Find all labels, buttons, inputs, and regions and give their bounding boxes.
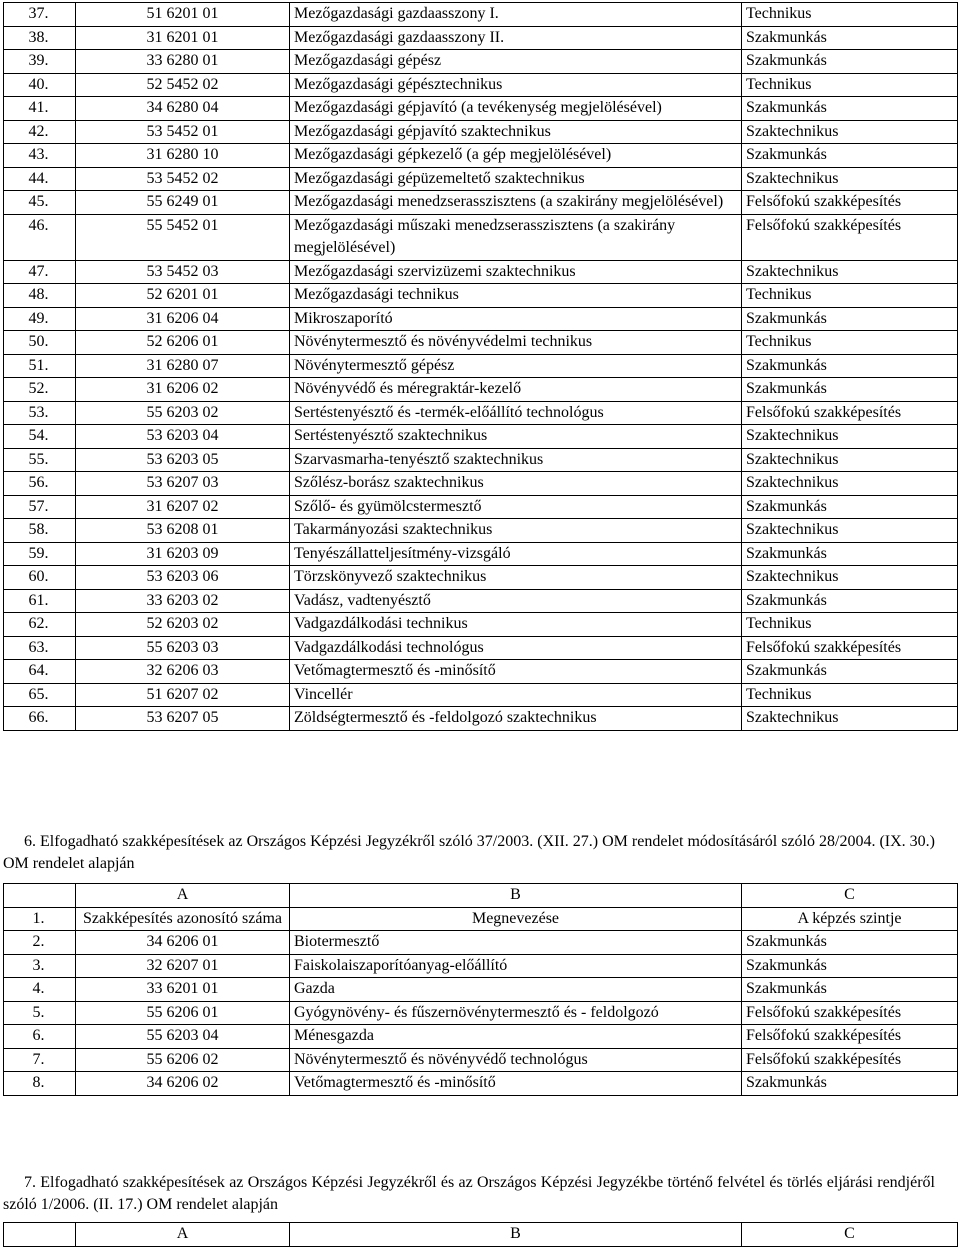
table-row [4,120,958,144]
table-row [4,401,958,425]
table-row [4,425,958,449]
qualification-level: Technikus [742,73,958,97]
qualification-code: 31 6206 04 [76,307,290,331]
qualification-level: Szaktechnikus [742,120,958,144]
qualification-level: Szakmunkás [742,97,958,121]
table-row [4,97,958,121]
qualification-code: 53 6208 01 [76,519,290,543]
row-number: 45. [4,191,76,215]
qualification-name: Növénytermesztő és növényvédő technológus [290,1048,742,1072]
row-number: 3. [4,954,76,978]
qualification-level: Szakmunkás [742,954,958,978]
qualification-level: Szaktechnikus [742,519,958,543]
table-row [4,566,958,590]
qualification-name: Szőlész-borász szaktechnikus [290,472,742,496]
qualification-level: Szaktechnikus [742,167,958,191]
qualification-name: Tenyészállatteljesítmény-vizsgáló [290,542,742,566]
qualification-level: Szaktechnikus [742,425,958,449]
qualification-level: Szakmunkás [742,354,958,378]
qualification-name: Növénytermesztő és növényvédelmi technikus [290,331,742,355]
row-number: 58. [4,519,76,543]
qualification-level: Szakmunkás [742,931,958,955]
row-number: 63. [4,636,76,660]
qualification-level: Technikus [742,683,958,707]
qualification-name: Zöldségtermesztő és -feldolgozó szaktechnikus [290,707,742,731]
qualification-code: 32 6206 03 [76,660,290,684]
qualification-name: Szarvasmarha-tenyésztő szaktechnikus [290,448,742,472]
qualification-code: 53 5452 03 [76,260,290,284]
row-number: 56. [4,472,76,496]
qualification-code: 31 6280 10 [76,144,290,168]
row-number: 66. [4,707,76,731]
qualification-code: 55 6203 03 [76,636,290,660]
qualification-level: Szakmunkás [742,978,958,1002]
table-row [4,144,958,168]
row-number: 50. [4,331,76,355]
qualification-code: 53 5452 02 [76,167,290,191]
row-number: 57. [4,495,76,519]
qualification-level: Szakmunkás [742,660,958,684]
qualification-level: Szaktechnikus [742,472,958,496]
column-letter: B [290,884,742,908]
qualification-name: Szőlő- és gyümölcstermesztő [290,495,742,519]
table-row [4,1048,958,1072]
qualification-code: 34 6206 01 [76,931,290,955]
qualification-name: Ménesgazda [290,1025,742,1049]
header-level: A képzés szintje [742,907,958,931]
row-number: 62. [4,613,76,637]
qualification-code: 32 6207 01 [76,954,290,978]
table-row [4,448,958,472]
section-6-paragraph [3,831,935,875]
qualification-name: Vadgazdálkodási technológus [290,636,742,660]
row-number: 51. [4,354,76,378]
table-row [4,978,958,1002]
qualification-name: Gyógynövény- és fűszernövénytermesztő és - feldolgozó [290,1001,742,1025]
empty-cell [4,884,76,908]
row-number: 39. [4,50,76,74]
qualification-name: Mikroszaporító [290,307,742,331]
qualification-level: Felsőfokú szakképesítés [742,1048,958,1072]
qualification-code: 55 5452 01 [76,214,290,260]
qualification-level: Technikus [742,3,958,27]
column-letter-row [4,1223,958,1247]
column-letter: A [76,1223,290,1247]
row-number: 43. [4,144,76,168]
row-number: 7. [4,1048,76,1072]
qualification-code: 55 6206 01 [76,1001,290,1025]
qualification-level: Felsőfokú szakképesítés [742,1025,958,1049]
header-row [4,907,958,931]
row-number: 64. [4,660,76,684]
table-row [4,1001,958,1025]
qualification-name: Sertéstenyésztő szaktechnikus [290,425,742,449]
qualification-code: 52 6201 01 [76,284,290,308]
qualifications-table-7 [3,1222,958,1247]
section-number: 7. [24,1174,36,1191]
qualification-level: Technikus [742,613,958,637]
qualification-level: Szakmunkás [742,50,958,74]
qualification-name: Vadgazdálkodási technikus [290,613,742,637]
qualification-name: Vetőmagtermesztő és -minősítő [290,1072,742,1096]
table-row [4,542,958,566]
table-row [4,3,958,27]
qualification-code: 53 5452 01 [76,120,290,144]
table-row [4,683,958,707]
qualification-name: Törzskönyvező szaktechnikus [290,566,742,590]
qualification-level: Szakmunkás [742,144,958,168]
table-row [4,73,958,97]
table-row [4,260,958,284]
qualification-level: Szaktechnikus [742,260,958,284]
qualification-name: Vadász, vadtenyésztő [290,589,742,613]
row-number: 5. [4,1001,76,1025]
table-row [4,1025,958,1049]
table-row [4,589,958,613]
qualification-name: Mezőgazdasági technikus [290,284,742,308]
qualification-code: 33 6280 01 [76,50,290,74]
column-letter-row [4,884,958,908]
header-code: Szakképesítés azonosító száma [76,907,290,931]
qualification-name: Mezőgazdasági gazdaasszony II. [290,26,742,50]
row-number: 38. [4,26,76,50]
table-row [4,191,958,215]
qualification-code: 53 6207 05 [76,707,290,731]
table-row [4,495,958,519]
row-number: 59. [4,542,76,566]
qualification-code: 53 6203 06 [76,566,290,590]
qualification-code: 33 6203 02 [76,589,290,613]
qualification-code: 31 6280 07 [76,354,290,378]
qualification-level: Felsőfokú szakképesítés [742,636,958,660]
qualification-name: Takarmányozási szaktechnikus [290,519,742,543]
qualification-name: Mezőgazdasági gépkezelő (a gép megjelölésével) [290,144,742,168]
table-row [4,331,958,355]
qualification-code: 52 6203 02 [76,613,290,637]
section-7-paragraph [3,1172,935,1216]
qualification-code: 31 6206 02 [76,378,290,402]
row-number: 40. [4,73,76,97]
qualification-name: Mezőgazdasági műszaki menedzserasszisztens (a szakirány megjelölésével) [290,214,742,260]
table-row [4,26,958,50]
qualification-level: Szakmunkás [742,495,958,519]
table-row [4,472,958,496]
qualification-level: Szakmunkás [742,1072,958,1096]
qualification-code: 52 6206 01 [76,331,290,355]
table-row [4,660,958,684]
qualification-level: Szakmunkás [742,26,958,50]
qualification-code: 55 6249 01 [76,191,290,215]
qualification-code: 51 6207 02 [76,683,290,707]
table-row [4,284,958,308]
row-number: 52. [4,378,76,402]
header-name: Megnevezése [290,907,742,931]
table-row [4,636,958,660]
table-row [4,707,958,731]
row-number: 46. [4,214,76,260]
qualification-level: Szaktechnikus [742,707,958,731]
row-number: 53. [4,401,76,425]
row-number: 54. [4,425,76,449]
qualification-name: Vetőmagtermesztő és -minősítő [290,660,742,684]
qualifications-table-continued [3,2,958,731]
qualification-code: 53 6203 05 [76,448,290,472]
qualification-name: Mezőgazdasági gazdaasszony I. [290,3,742,27]
row-number: 1. [4,907,76,931]
table-row [4,378,958,402]
column-letter: C [742,884,958,908]
qualification-level: Felsőfokú szakképesítés [742,1001,958,1025]
row-number: 47. [4,260,76,284]
section-number: 6. [24,833,36,850]
qualification-code: 51 6201 01 [76,3,290,27]
qualification-level: Szakmunkás [742,589,958,613]
column-letter: A [76,884,290,908]
qualification-level: Szaktechnikus [742,566,958,590]
qualification-code: 31 6207 02 [76,495,290,519]
row-number: 2. [4,931,76,955]
qualification-name: Faiskolaiszaporítóanyag-előállító [290,954,742,978]
qualification-name: Mezőgazdasági gépésztechnikus [290,73,742,97]
table-row [4,167,958,191]
qualification-code: 55 6203 04 [76,1025,290,1049]
column-letter: B [290,1223,742,1247]
qualification-name: Növényvédő és méregraktár-kezelő [290,378,742,402]
qualification-code: 52 5452 02 [76,73,290,97]
qualification-name: Sertéstenyésztő és -termék-előállító technológus [290,401,742,425]
qualification-name: Vincellér [290,683,742,707]
row-number: 65. [4,683,76,707]
qualification-level: Szakmunkás [742,378,958,402]
qualification-code: 31 6201 01 [76,26,290,50]
empty-cell [4,1223,76,1247]
qualification-name: Mezőgazdasági gépüzemeltető szaktechnikus [290,167,742,191]
qualification-name: Mezőgazdasági gépjavító szaktechnikus [290,120,742,144]
row-number: 48. [4,284,76,308]
table-row [4,307,958,331]
qualification-level: Szakmunkás [742,307,958,331]
row-number: 4. [4,978,76,1002]
qualification-code: 53 6203 04 [76,425,290,449]
qualification-level: Szakmunkás [742,542,958,566]
qualification-name: Mezőgazdasági gépjavító (a tevékenység megjelölésével) [290,97,742,121]
row-number: 60. [4,566,76,590]
table-row [4,1072,958,1096]
qualification-code: 33 6201 01 [76,978,290,1002]
qualification-name: Mezőgazdasági gépész [290,50,742,74]
table-row [4,954,958,978]
qualification-code: 53 6207 03 [76,472,290,496]
qualification-code: 31 6203 09 [76,542,290,566]
section-text: Elfogadható szakképesítések az Országos Képzési Jegyzékről és az Országos Képzési Jegyzékbe történő felvétel és törlés eljárási rendjéről szóló 1/2006. (II. 17.) OM rendelet alapján [3,1174,936,1213]
qualification-name: Mezőgazdasági menedzserasszisztens (a szakirány megjelölésével) [290,191,742,215]
row-number: 61. [4,589,76,613]
table-row [4,931,958,955]
table-row [4,519,958,543]
qualification-code: 34 6280 04 [76,97,290,121]
qualification-level: Felsőfokú szakképesítés [742,401,958,425]
qualification-name: Mezőgazdasági szervizüzemi szaktechnikus [290,260,742,284]
table-row [4,214,958,260]
row-number: 37. [4,3,76,27]
section-text: Elfogadható szakképesítések az Országos Képzési Jegyzékről szóló 37/2003. (XII. 27.) OM rendelet módosításáról szóló 28/2004. (IX. 30.) OM rendelet alapján [3,833,936,872]
table-row [4,354,958,378]
qualification-level: Technikus [742,331,958,355]
qualification-level: Technikus [742,284,958,308]
qualification-code: 34 6206 02 [76,1072,290,1096]
qualification-code: 55 6203 02 [76,401,290,425]
qualification-name: Biotermesztő [290,931,742,955]
qualification-level: Felsőfokú szakképesítés [742,191,958,215]
qualifications-table-6 [3,883,958,1096]
row-number: 8. [4,1072,76,1096]
row-number: 44. [4,167,76,191]
table-row [4,613,958,637]
qualification-name: Gazda [290,978,742,1002]
column-letter: C [742,1223,958,1247]
row-number: 55. [4,448,76,472]
qualification-name: Növénytermesztő gépész [290,354,742,378]
qualification-level: Szaktechnikus [742,448,958,472]
qualification-code: 55 6206 02 [76,1048,290,1072]
table-row [4,50,958,74]
row-number: 49. [4,307,76,331]
row-number: 6. [4,1025,76,1049]
row-number: 42. [4,120,76,144]
row-number: 41. [4,97,76,121]
qualification-level: Felsőfokú szakképesítés [742,214,958,260]
